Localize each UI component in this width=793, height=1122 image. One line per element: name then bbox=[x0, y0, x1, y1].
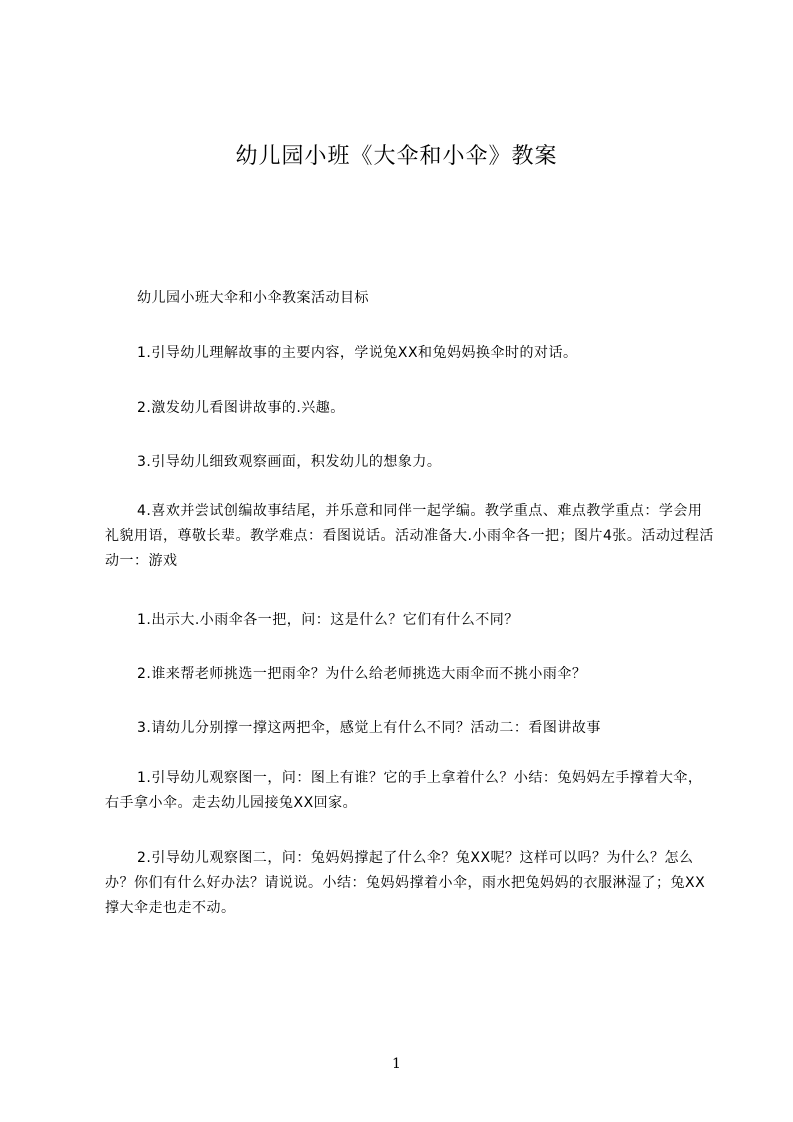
paragraph-activity-goals-heading: 幼儿园小班大伞和小伞教案活动目标 bbox=[137, 290, 369, 306]
document-title: 幼儿园小班《大伞和小伞》教案 bbox=[235, 144, 558, 169]
paragraph-activity-1-step-2: 2.谁来帮老师挑选一把雨伞？为什么给老师挑选大雨伞而不挑小雨伞？ bbox=[137, 666, 587, 682]
page-number: 1 bbox=[392, 1056, 401, 1072]
paragraph-activity-1-step-3: 3.请幼儿分别撑一撑这两把伞，感觉上有什么不同？活动二：看图讲故事 bbox=[137, 720, 601, 736]
paragraph-activity-1-step-1: 1.出示大.小雨伞各一把，问：这是什么？它们有什么不同？ bbox=[137, 612, 519, 628]
paragraph-activity-2-step-2: 2.引导幼儿观察图二，问：兔妈妈撑起了什么伞？兔XX呢？这样可以吗？为什么？怎么办？你们有什么好办法？请说说。小结：兔妈妈撑着小伞，雨水把兔妈妈的衣服淋湿了；兔XX撑大伞走也走不动。 bbox=[105, 850, 706, 916]
paragraph-activity-2-step-1: 1.引导幼儿观察图一，问：图上有谁？它的手上拿着什么？小结：兔妈妈左手撑着大伞，右手拿小伞。走去幼儿园接兔XX回家。 bbox=[105, 770, 703, 811]
paragraph-goal-1: 1.引导幼儿理解故事的主要内容，学说兔XX和兔妈妈换伞时的对话。 bbox=[137, 345, 578, 361]
paragraph-goal-3: 3.引导幼儿细致观察画面，积发幼儿的想象力。 bbox=[137, 454, 442, 470]
paragraph-goal-2: 2.激发幼儿看图讲故事的.兴趣。 bbox=[137, 400, 345, 416]
paragraph-goal-4: 4.喜欢并尝试创编故事结尾，并乐意和同伴一起学编。教学重点、难点教学重点：学会用礼貌用语，尊敬长辈。教学难点：看图说话。活动准备大.小雨伞各一把；图片4张。活动过程活动一：游戏 bbox=[105, 503, 714, 569]
